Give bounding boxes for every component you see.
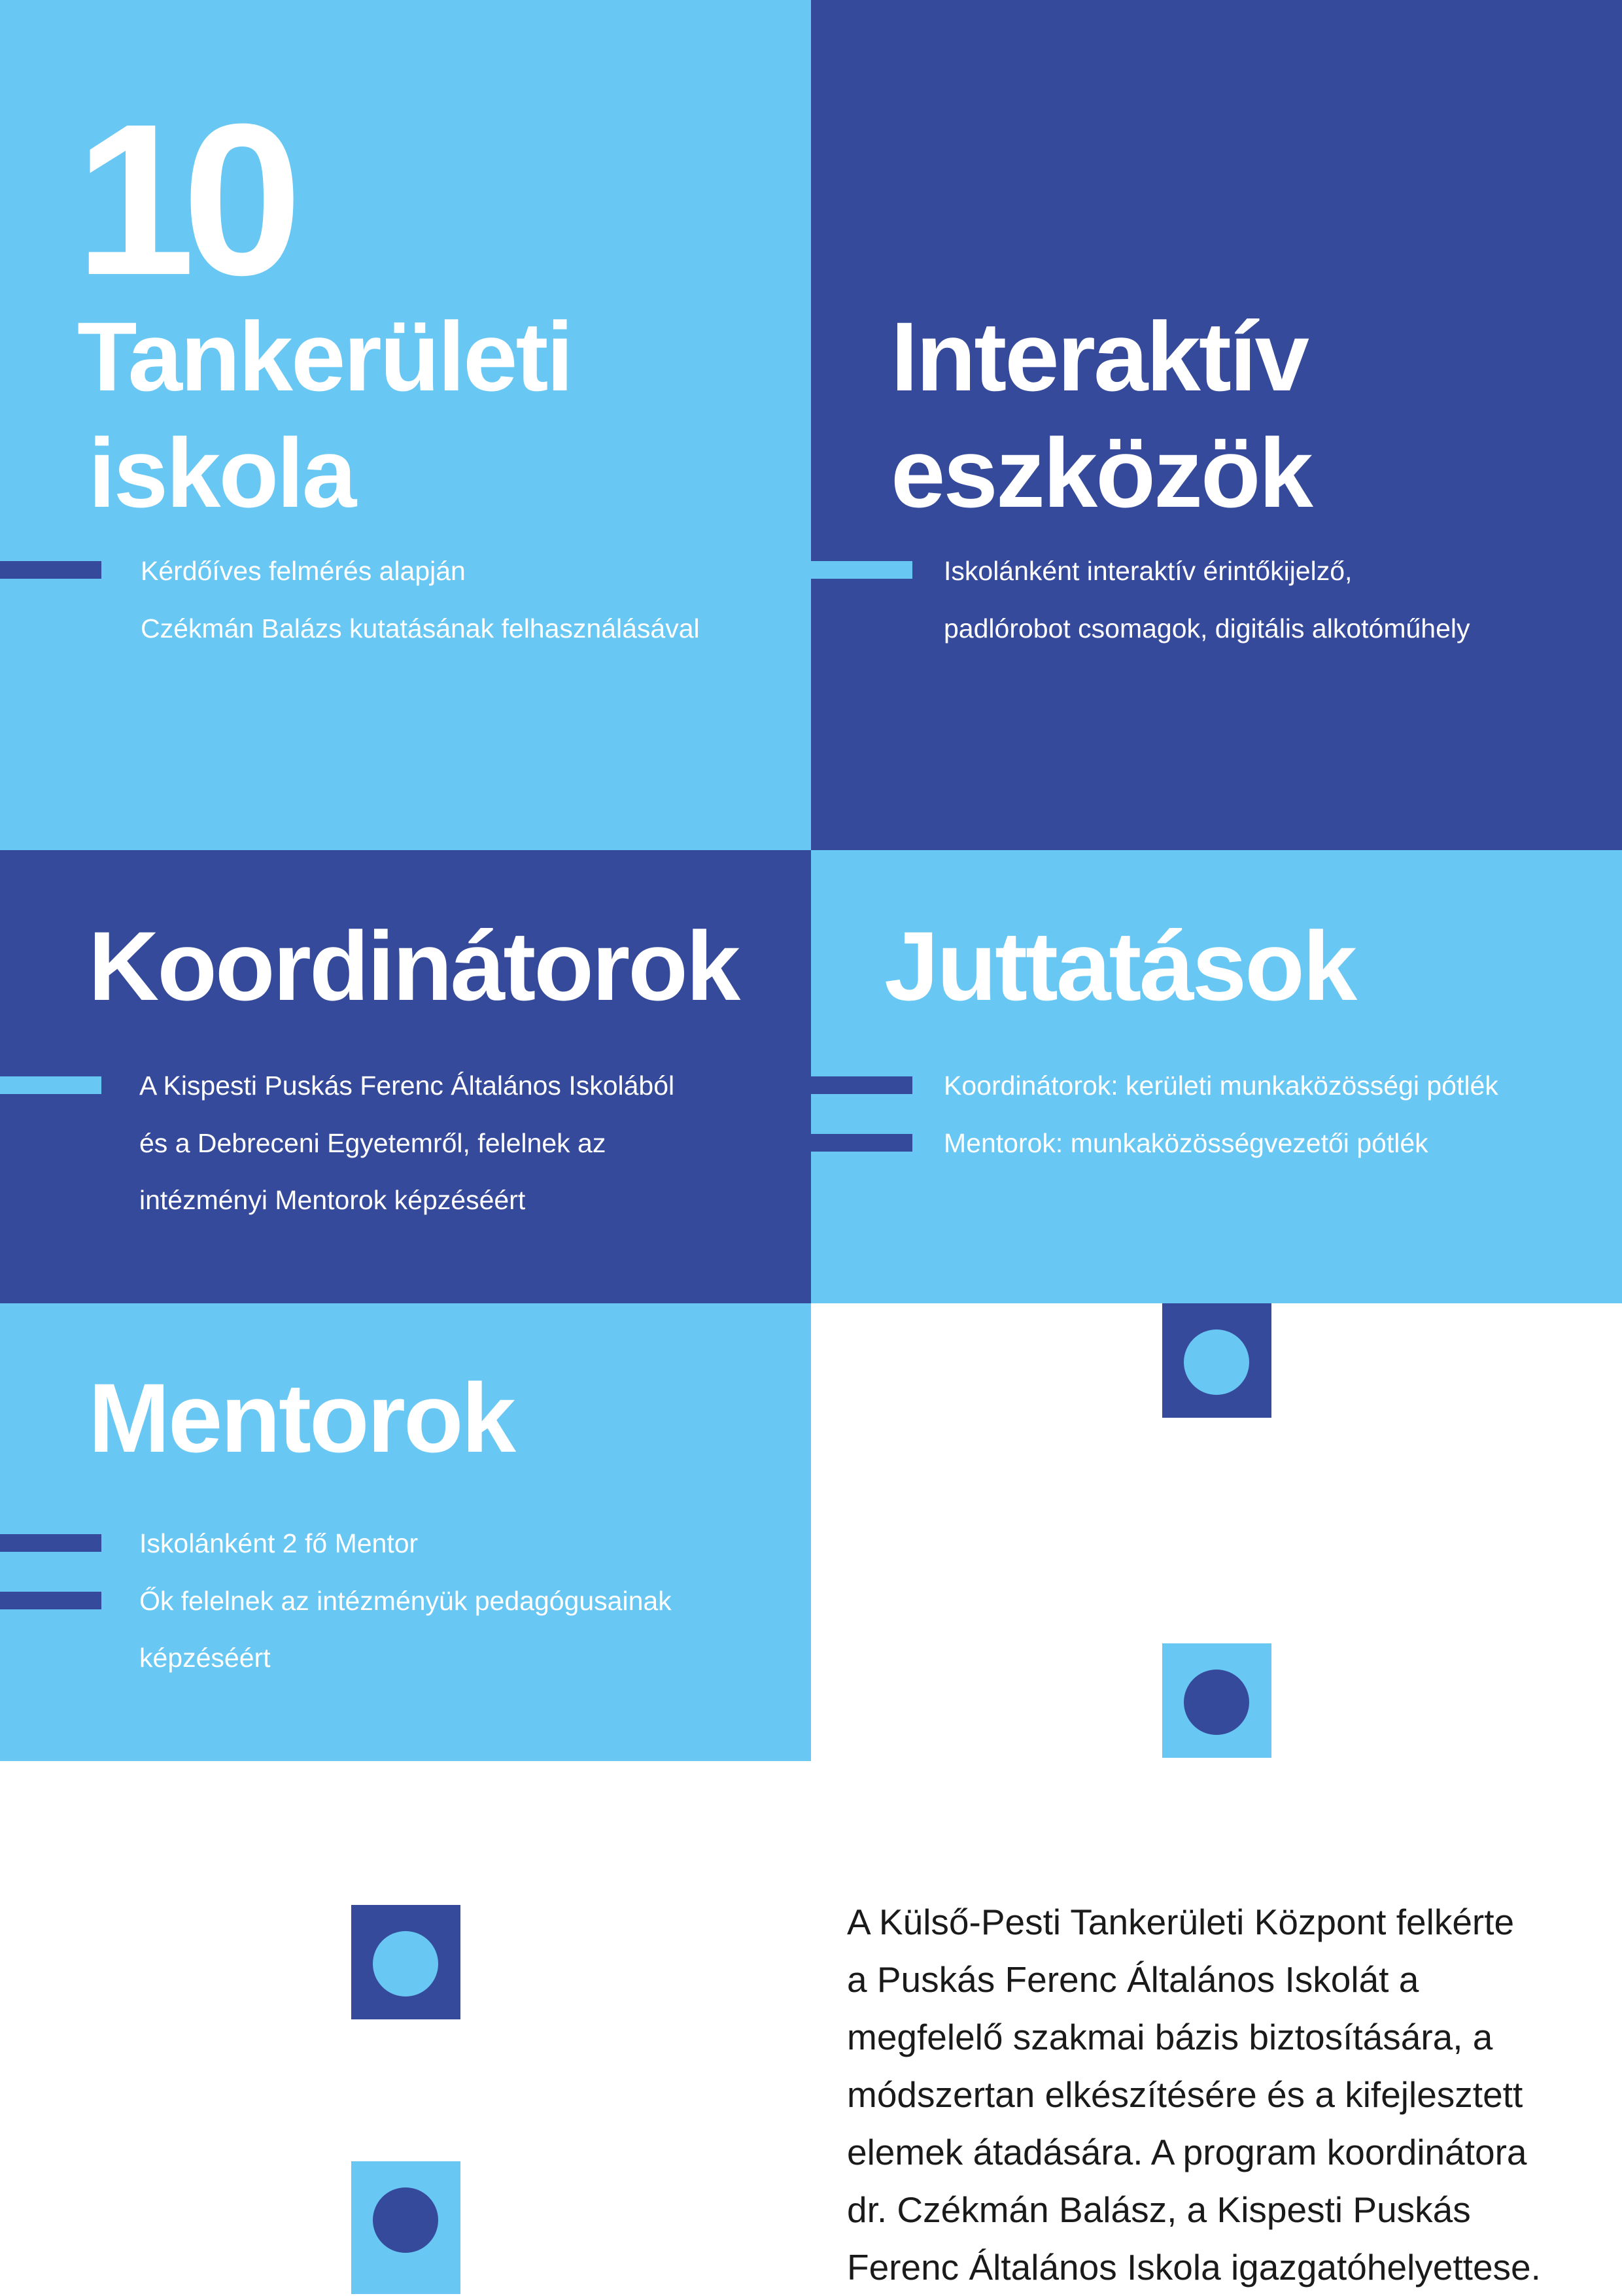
info-line: intézményi Mentorok képzéséért — [139, 1185, 526, 1215]
dot-icon — [373, 1931, 438, 1996]
deco-square-dark-light-dot-1 — [1162, 1303, 1271, 1418]
deco-square-light-dark-dot-1 — [1162, 1643, 1271, 1758]
panel-koordinatorok — [0, 850, 811, 1303]
info-line: Kérdőíves felmérés alapján — [141, 556, 466, 586]
dot-icon — [373, 2187, 438, 2253]
dot-icon — [1184, 1670, 1249, 1735]
paragraph-line: Ferenc Általános Iskola igazgatóhelyettese. — [847, 2247, 1541, 2287]
description-paragraph — [847, 1893, 1586, 2296]
dot-icon — [1184, 1329, 1249, 1395]
dash-marker — [0, 1076, 101, 1094]
panel-mentorok — [0, 1303, 811, 1761]
deco-square-dark-light-dot-2 — [351, 1905, 460, 2019]
panel-title-line-2: iskola — [88, 418, 355, 528]
paragraph-line: a Puskás Ferenc Általános Iskolát a — [847, 1959, 1419, 2000]
info-line: padlórobot csomagok, digitális alkotóműhely — [944, 613, 1470, 643]
dash-marker — [811, 561, 912, 579]
count-number: 10 — [75, 78, 290, 320]
info-line: és a Debreceni Egyetemről, felelnek az — [139, 1128, 606, 1158]
panel-title: Koordinátorok — [88, 911, 739, 1021]
panel-juttatasok — [811, 850, 1622, 1303]
panel-tankeruleti-iskola — [0, 0, 811, 850]
info-line: Czékmán Balázs kutatásának felhasználásával — [141, 613, 700, 643]
dash-marker — [811, 1076, 912, 1094]
dash-marker — [811, 1134, 912, 1152]
paragraph-line: elemek átadására. A program koordinátora — [847, 2132, 1527, 2172]
paragraph-line: dr. Czékmán Balász, a Kispesti Puskás — [847, 2189, 1471, 2230]
panel-title-line-1: Interaktív — [891, 301, 1307, 411]
paragraph-line: megfelelő szakmai bázis biztosítására, a — [847, 2017, 1493, 2057]
paragraph-line: módszertan elkészítésére és a kifejlesztett — [847, 2074, 1523, 2115]
dash-marker — [0, 561, 101, 579]
info-line: A Kispesti Puskás Ferenc Általános Iskolából — [139, 1071, 675, 1101]
panel-title: Mentorok — [88, 1363, 514, 1473]
info-line: Mentorok: munkaközösségvezetői pótlék — [944, 1128, 1428, 1158]
info-line: Ők felelnek az intézményük pedagógusainak — [139, 1586, 672, 1616]
info-line: Koordinátorok: kerületi munkaközösségi pótlék — [944, 1071, 1498, 1101]
deco-square-light-dark-dot-2 — [351, 2161, 460, 2294]
info-line: képzéséért — [139, 1643, 271, 1673]
paragraph-line: A Külső-Pesti Tankerületi Központ felkérte — [847, 1902, 1515, 1942]
panel-title-line-2: eszközök — [891, 418, 1311, 528]
panel-title-line-1: Tankerületi — [77, 301, 572, 411]
panel-title: Juttatások — [884, 911, 1356, 1021]
dash-marker — [0, 1534, 101, 1552]
dash-marker — [0, 1592, 101, 1609]
panel-interaktiv-eszkozok — [811, 0, 1622, 850]
info-line: Iskolánként 2 fő Mentor — [139, 1528, 419, 1558]
info-line: Iskolánként interaktív érintőkijelző, — [944, 556, 1353, 586]
